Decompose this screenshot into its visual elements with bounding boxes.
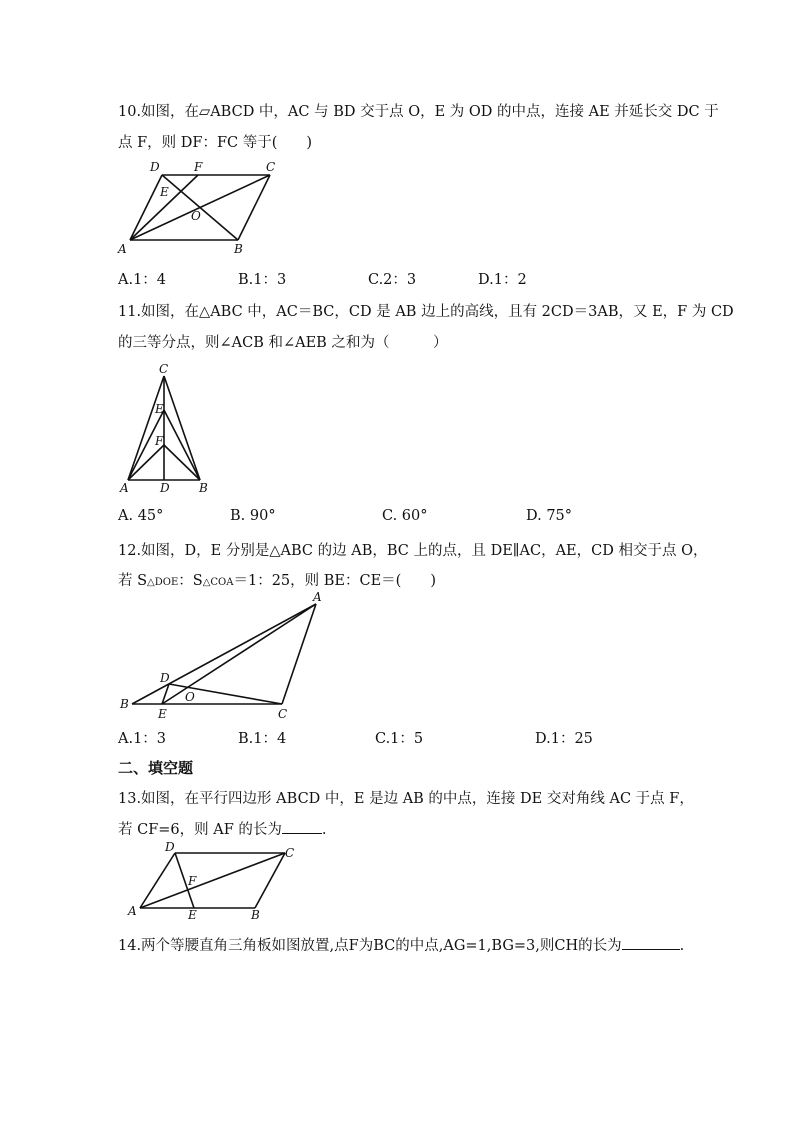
q12-label-d: D <box>160 671 170 685</box>
q10-edge-bc <box>238 175 270 240</box>
q11-option-c[interactable]: C. 60° <box>382 508 428 524</box>
q13-text-line1: 13.如图，在平行四边形 ABCD 中，E 是边 AB 的中点，连接 DE 交对角线 AC 于点 F， <box>118 791 694 807</box>
q14-line-suffix: . <box>679 938 685 954</box>
q11-text-line1: 11.如图，在△ABC 中，AC＝BC，CD 是 AB 边上的高线，且有 2CD＝3AB，又 E，F 为 CD <box>118 304 734 320</box>
q10-text-line2: 点 F，则 DF：FC 等于( ) <box>118 135 313 151</box>
q13-label-a: A <box>128 904 137 918</box>
q14-text-line <box>118 934 684 955</box>
q11-label-f: F <box>155 434 164 448</box>
q12-figure <box>110 590 330 725</box>
q10-label-e: E <box>160 185 169 199</box>
q13-label-c: C <box>285 846 295 860</box>
q12-segment-ae <box>162 604 316 704</box>
q10-label-b: B <box>234 242 243 256</box>
q14-line-prefix: 14.两个等腰直角三角板如图放置,点F为BC的中点,AG=1,BG=3,则CH的长为 <box>118 938 622 954</box>
q12-edge-ba <box>132 604 316 704</box>
q13-edge-da <box>140 853 175 908</box>
q11-text-line2: 的三等分点，则∠ACB 和∠AEB 之和为（ ） <box>118 335 448 351</box>
q12-label-a: A <box>313 590 322 604</box>
q12-line2-prefix: 若 S <box>118 573 148 589</box>
q10-option-c[interactable]: C.2：3 <box>368 272 417 288</box>
q10-label-o: O <box>191 209 201 223</box>
q10-label-f: F <box>194 160 203 174</box>
q13-diagonal-ac <box>140 853 285 908</box>
q11-figure <box>110 362 220 497</box>
q13-text-line2 <box>118 818 327 839</box>
q13-label-d: D <box>165 840 175 854</box>
q10-figure <box>110 160 290 260</box>
q10-diagonal-bd <box>162 175 238 240</box>
q12-text-line1: 12.如图，D，E 分别是△ABC 的边 AB，BC 上的点，且 DE∥AC，AE，CD 相交于点 O， <box>118 543 708 559</box>
q11-edge-ca <box>128 376 164 480</box>
q10-text-line1: 10.如图，在▱ABCD 中，AC 与 BD 交于点 O，E 为 OD 的中点，连接 AE 并延长交 DC 于 <box>118 104 719 120</box>
q11-option-b[interactable]: B. 90° <box>230 508 276 524</box>
q13-figure <box>120 840 310 922</box>
q10-label-d: D <box>150 160 160 174</box>
q13-answer-blank[interactable] <box>282 819 322 834</box>
q11-label-a: A <box>120 481 129 495</box>
q12-label-b: B <box>120 697 129 711</box>
q12-option-b[interactable]: B.1：4 <box>238 731 287 747</box>
q12-option-a[interactable]: A.1：3 <box>118 731 167 747</box>
q11-label-d: D <box>160 481 170 495</box>
section-heading-fill-in: 二、填空题 <box>118 759 194 777</box>
q11-segment-be <box>164 410 200 480</box>
q12-subscript-doe: △DOE <box>147 577 179 588</box>
q11-option-a[interactable]: A. 45° <box>118 508 164 524</box>
q10-label-c: C <box>266 160 276 174</box>
q10-label-a: A <box>118 242 127 256</box>
q10-option-b[interactable]: B.1：3 <box>238 272 287 288</box>
q10-option-a[interactable]: A.1：4 <box>118 272 167 288</box>
q12-text-line2 <box>118 569 436 590</box>
q13-edge-bc <box>255 853 285 908</box>
q11-label-b: B <box>199 481 208 495</box>
q13-line2-suffix: . <box>321 822 327 838</box>
q13-label-b: B <box>251 908 260 922</box>
q12-line2-suffix: ＝1：25，则 BE：CE＝( ) <box>233 573 436 589</box>
q11-option-d[interactable]: D. 75° <box>526 508 573 524</box>
q11-label-e: E <box>155 402 164 416</box>
q14-answer-blank[interactable] <box>622 935 680 950</box>
q10-option-d[interactable]: D.1：2 <box>478 272 527 288</box>
q12-subscript-coa: △COA <box>202 577 234 588</box>
q10-edge-da <box>130 175 162 240</box>
q11-edge-cb <box>164 376 200 480</box>
q12-option-c[interactable]: C.1：5 <box>375 731 424 747</box>
q11-label-c: C <box>159 362 169 376</box>
q13-line2-prefix: 若 CF=6，则 AF 的长为 <box>118 822 282 838</box>
q12-line2-mid: ：S <box>178 573 203 589</box>
q13-label-f: F <box>188 874 197 888</box>
q12-option-d[interactable]: D.1：25 <box>535 731 593 747</box>
q13-label-e: E <box>188 908 197 922</box>
q12-label-o: O <box>185 690 195 704</box>
q12-label-c: C <box>278 707 288 721</box>
q12-label-e: E <box>158 707 167 721</box>
